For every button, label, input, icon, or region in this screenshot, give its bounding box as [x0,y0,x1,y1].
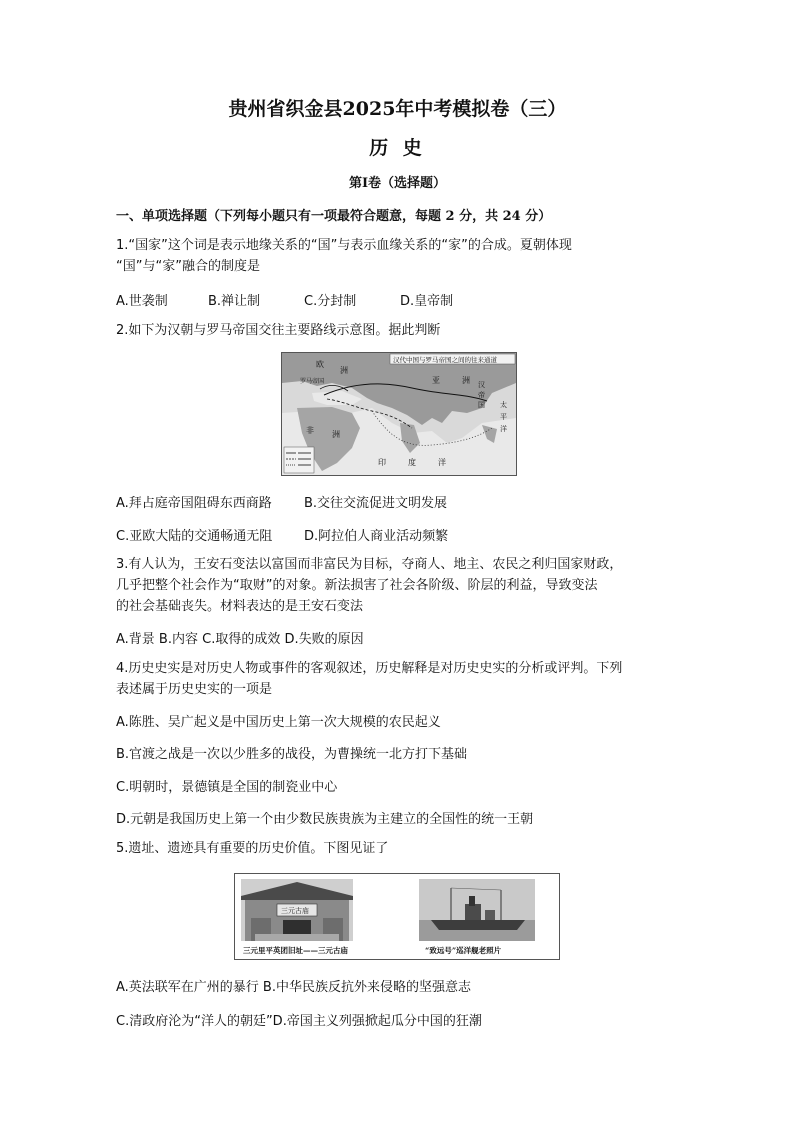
q5-photo-figure [234,873,560,960]
q1-option-a: A.世袭制 [116,294,168,309]
label-tai: 太 [500,401,507,409]
q4-stem-line-2: 表述属于历史史实的一项是 [116,682,273,697]
subject-title: 历 史 [369,137,426,159]
label-zhou-1: 洲 [340,366,348,375]
q3-stem-line-2: 几乎把整个社会作为“取财”的对象。新法损害了社会各阶级、阶层的利益，导致变法 [116,578,598,593]
volume-title: 第Ⅰ卷（选择题） [348,176,447,191]
cruiser-caption: “致远号”巡洋舰老照片 [425,946,502,955]
q5-options-line-1: A.英法联军在广州的暴行 B.中华民族反抗外来侵略的坚强意志 [116,980,471,995]
q5-options-line-2: C.清政府沦为“洋人的朝廷”D.帝国主义列强掀起瓜分中国的狂潮 [116,1014,482,1029]
q2-option-b: B.交往交流促进文明发展 [304,496,448,511]
map-graphic [282,353,516,475]
label-zhou-3: 洲 [332,430,340,439]
q5-photos-graphic [235,874,559,959]
map-title: 汉代中国与罗马帝国之间的往来通道 [393,356,497,364]
han-rome-route-map [281,352,517,476]
q1-stem-line-2: “国”与“家”融合的制度是 [116,259,260,274]
q1-option-d: D.皇帝制 [400,294,454,309]
q4-option-b: B.官渡之战是一次以少胜多的战役，为曹操统一北方打下基础 [116,747,468,762]
q3-options: A.背景 B.内容 C.取得的成效 D.失败的原因 [116,632,364,647]
label-ou: 欧 [316,360,324,369]
label-zhou-2: 洲 [462,376,470,385]
q5-stem-line-1: 5.遗址、遗迹具有重要的历史价值。下图见证了 [116,841,389,856]
label-fei: 非 [306,426,314,435]
q2-option-c: C.亚欧大陆的交通畅通无阻 [116,529,273,544]
q4-option-c: C.明朝时，景德镇是全国的制瓷业中心 [116,780,338,795]
q2-option-a: A.拜占庭帝国阻碍东西商路 [116,496,272,511]
label-yang-2: 洋 [500,425,507,433]
label-yin: 印 [378,458,386,467]
section-heading: 一、单项选择题（下列每小题只有一项最符合题意，每题 2 分，共 24 分） [116,209,552,224]
label-di: 帝 [478,391,485,399]
label-du: 度 [408,458,416,467]
q4-stem-line-1: 4.历史史实是对历史人物或事件的客观叙述，历史解释是对历史史实的分析或评判。下列 [116,661,623,676]
temple-plaque-text: 三元古庙 [281,907,309,915]
sanyuan-temple-photo [241,879,353,941]
q4-option-d: D.元朝是我国历史上第一个由少数民族贵族为主建立的全国性的统一王朝 [116,812,534,827]
q2-stem-line-1: 2.如下为汉朝与罗马帝国交往主要路线示意图。据此判断 [116,323,441,338]
q1-option-c: C.分封制 [304,294,357,309]
q1-stem-line-1: 1.“国家”这个词是表示地缘关系的“国”与表示血缘关系的“家”的合成。夏朝体现 [116,238,572,253]
label-yang-1: 洋 [438,458,446,467]
label-ya: 亚 [432,376,440,385]
q4-option-a: A.陈胜、吴广起义是中国历史上第一次大规模的农民起义 [116,715,441,730]
map-legend [284,447,314,473]
label-guo: 国 [478,401,485,409]
temple-caption: 三元里平英团旧址——三元古庙 [243,946,348,955]
label-rome: 罗马帝国 [300,378,325,385]
q1-option-b: B.禅让制 [208,294,261,309]
zhiyuan-cruiser-photo [419,879,535,941]
exam-title: 贵州省织金县2025年中考模拟卷（三） [228,98,567,120]
q3-stem-line-1: 3.有人认为，王安石变法以富国而非富民为目标，夺商人、地主、农民之利归国家财政， [116,557,623,572]
label-han: 汉 [478,381,485,389]
q3-stem-line-3: 的社会基础丧失。材料表达的是王安石变法 [116,599,364,614]
q2-option-d: D.阿拉伯人商业活动频繁 [304,529,449,544]
label-ping: 平 [500,413,507,421]
